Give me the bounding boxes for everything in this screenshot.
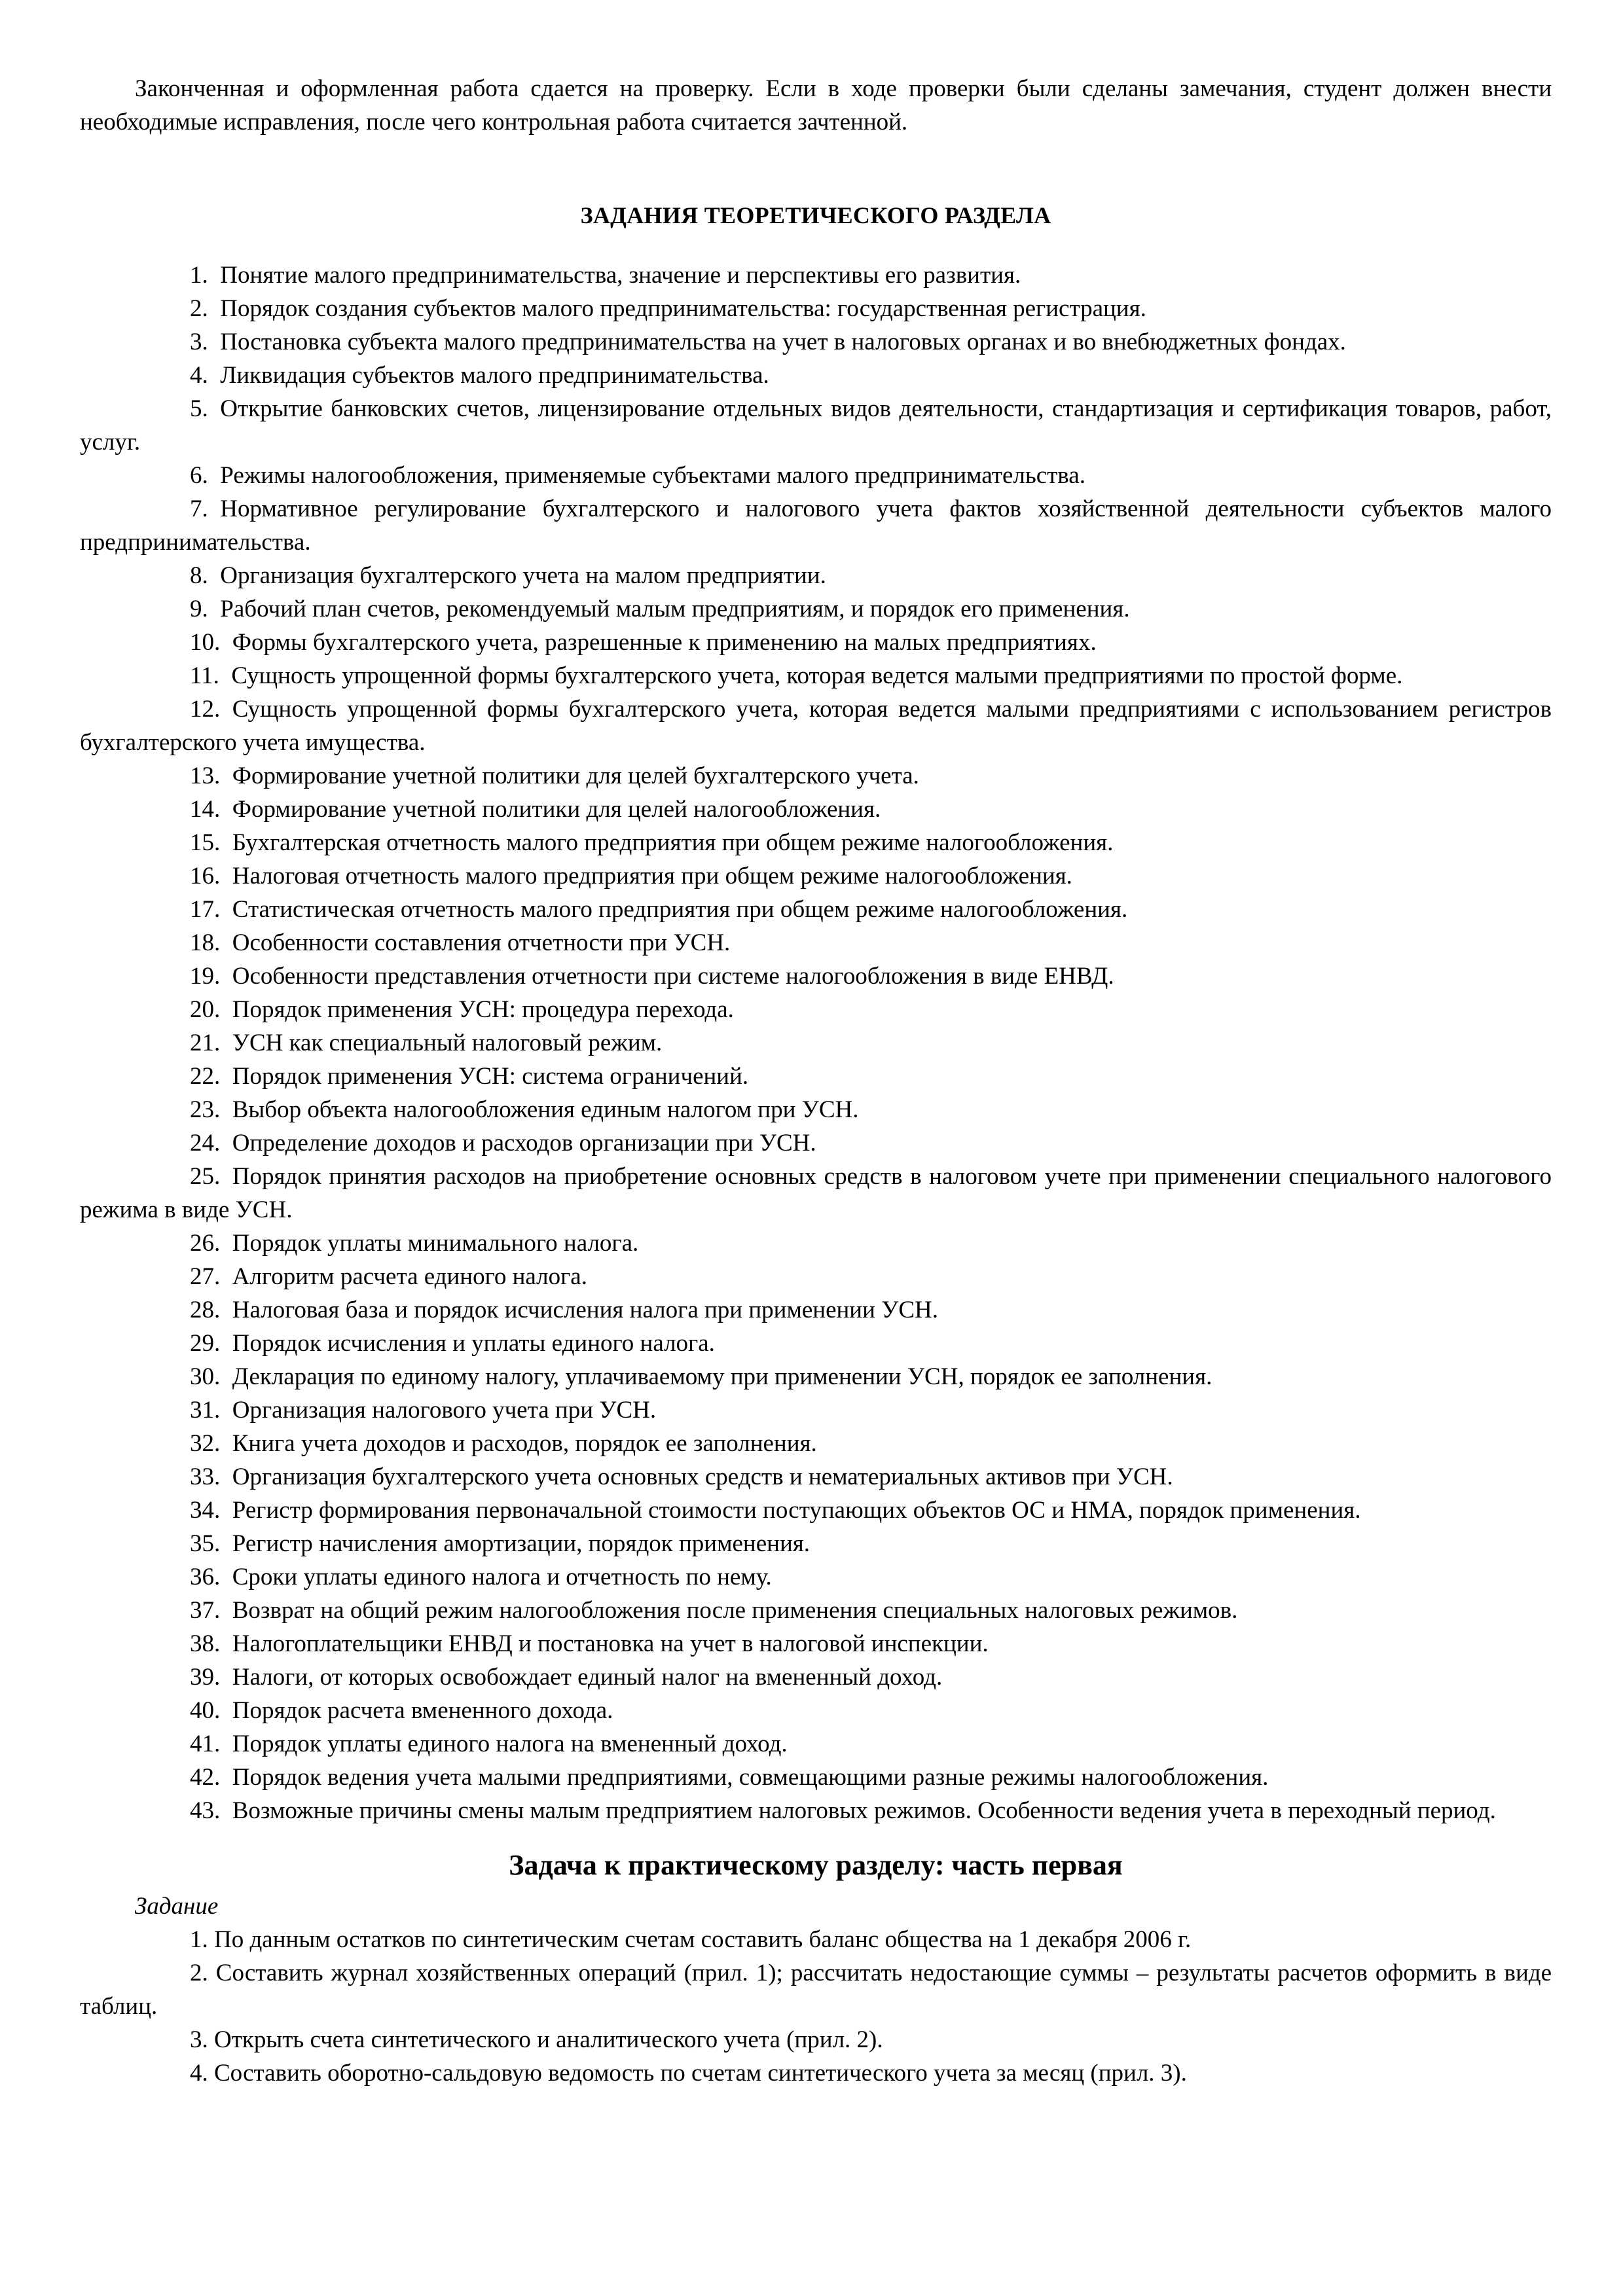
- list-item-number: 26.: [190, 1230, 221, 1257]
- list-item-number: 19.: [190, 963, 221, 990]
- list-item: [80, 1260, 1552, 1293]
- list-item-number: 41.: [190, 1731, 221, 1757]
- list-item: [80, 1694, 1552, 1727]
- list-item-number: 32.: [190, 1430, 221, 1457]
- list-item: [80, 1761, 1552, 1794]
- list-item: [80, 1594, 1552, 1627]
- list-item-number: 8.: [190, 562, 208, 589]
- list-item: [80, 1956, 1552, 2023]
- list-item: [80, 1727, 1552, 1761]
- practice-section-title: Задача к практическому разделу: часть первая: [509, 1849, 1123, 1881]
- list-item-number: 2.: [190, 1960, 208, 1986]
- list-item-text: Составить журнал хозяйственных операций (прил. 1); рассчитать недостающие суммы – результаты расчетов оформить в виде таблиц.: [80, 1960, 1552, 2020]
- list-item-number: 24.: [190, 1130, 221, 1157]
- list-item-number: 22.: [190, 1063, 221, 1090]
- list-item: [80, 392, 1552, 459]
- list-item-number: 13.: [190, 762, 221, 789]
- task-label: Задание: [135, 1893, 219, 1920]
- list-item-text: Составить оборотно-сальдовую ведомость по счетам синтетического учета за месяц (прил. 3).: [214, 2060, 1187, 2087]
- list-item: [80, 1660, 1552, 1694]
- list-item-text: Особенности составления отчетности при УСН.: [232, 929, 731, 956]
- list-item-text: Формы бухгалтерского учета, разрешенные к применению на малых предприятиях.: [232, 629, 1097, 656]
- list-item-number: 9.: [190, 596, 208, 622]
- list-item: [80, 1093, 1552, 1126]
- list-item: [80, 926, 1552, 960]
- list-item-text: Определение доходов и расходов организации при УСН.: [232, 1130, 816, 1157]
- list-item: [80, 626, 1552, 659]
- list-item-text: Декларация по единому налогу, уплачиваемому при применении УСН, порядок ее заполнения.: [232, 1363, 1213, 1390]
- list-item-text: По данным остатков по синтетическим счетам составить баланс общества на 1 декабря 2006 г.: [214, 1926, 1192, 1953]
- list-item-number: 6.: [190, 462, 208, 489]
- list-item-number: 34.: [190, 1497, 221, 1524]
- list-item-text: Налоги, от которых освобождает единый налог на вмененный доход.: [232, 1664, 943, 1691]
- list-item: [80, 259, 1552, 292]
- list-item-number: 20.: [190, 996, 221, 1023]
- list-item-text: Порядок уплаты единого налога на вмененный доход.: [232, 1731, 788, 1757]
- list-item-number: 28.: [190, 1297, 221, 1323]
- list-item: [80, 993, 1552, 1026]
- list-item-text: Порядок применения УСН: система ограничений.: [232, 1063, 749, 1090]
- list-item: [80, 1527, 1552, 1560]
- list-item-text: Выбор объекта налогообложения единым налогом при УСН.: [232, 1096, 859, 1123]
- list-item: [80, 1126, 1552, 1160]
- list-item-text: Порядок создания субъектов малого предпринимательства: государственная регистрация.: [220, 295, 1146, 322]
- list-item-text: Порядок исчисления и уплаты единого налога.: [232, 1330, 715, 1357]
- list-item: [80, 1627, 1552, 1660]
- list-item-text: Бухгалтерская отчетность малого предприятия при общем режиме налогообложения.: [232, 829, 1114, 856]
- list-item-text: Организация бухгалтерского учета основных средств и нематериальных активов при УСН.: [232, 1463, 1173, 1490]
- list-item: [80, 559, 1552, 592]
- list-item-number: 1.: [190, 262, 208, 289]
- list-item-text: Сущность упрощенной формы бухгалтерского учета, которая ведется малыми предприятиями с использованием регистров бухгалтерского учета имущества.: [80, 696, 1552, 756]
- list-item-text: Книга учета доходов и расходов, порядок ее заполнения.: [232, 1430, 817, 1457]
- list-item-number: 33.: [190, 1463, 221, 1490]
- list-item-number: 36.: [190, 1564, 221, 1590]
- list-item-number: 11.: [190, 662, 219, 689]
- list-item-text: Организация налогового учета при УСН.: [232, 1397, 657, 1424]
- list-item-text: Порядок расчета вмененного дохода.: [232, 1697, 613, 1724]
- list-item-text: Рабочий план счетов, рекомендуемый малым предприятиям, и порядок его применения.: [220, 596, 1130, 622]
- list-item-number: 4.: [190, 362, 208, 389]
- list-item: [80, 793, 1552, 826]
- list-item: [80, 960, 1552, 993]
- list-item: [80, 1494, 1552, 1527]
- list-item-number: 21.: [190, 1030, 221, 1056]
- list-item-text: УСН как специальный налоговый режим.: [232, 1030, 663, 1056]
- list-item-text: Порядок уплаты минимального налога.: [232, 1230, 639, 1257]
- list-item: [80, 859, 1552, 893]
- list-item-number: 10.: [190, 629, 221, 656]
- list-item: [80, 1427, 1552, 1460]
- list-item: [80, 893, 1552, 926]
- list-item: [80, 1327, 1552, 1360]
- list-item-text: Ликвидация субъектов малого предпринимательства.: [220, 362, 769, 389]
- list-item-number: 16.: [190, 863, 221, 889]
- list-item-text: Порядок применения УСН: процедура перехода.: [232, 996, 734, 1023]
- list-item-text: Нормативное регулирование бухгалтерского и налогового учета фактов хозяйственной деятельности субъектов малого предпринимательства.: [80, 495, 1552, 556]
- list-item: [80, 659, 1552, 692]
- list-item-number: 40.: [190, 1697, 221, 1724]
- list-item-text: Сущность упрощенной формы бухгалтерского учета, которая ведется малыми предприятиями по простой форме.: [231, 662, 1403, 689]
- list-item-number: 23.: [190, 1096, 221, 1123]
- list-item: [80, 1560, 1552, 1594]
- list-item-text: Регистр формирования первоначальной стоимости поступающих объектов ОС и НМА, порядок применения.: [232, 1497, 1361, 1524]
- list-item-text: Сроки уплаты единого налога и отчетность по нему.: [232, 1564, 772, 1590]
- list-item-text: Регистр начисления амортизации, порядок применения.: [232, 1530, 811, 1557]
- list-item-number: 15.: [190, 829, 221, 856]
- list-item-text: Налоговая база и порядок исчисления налога при применении УСН.: [232, 1297, 939, 1323]
- list-item-text: Налоговая отчетность малого предприятия при общем режиме налогообложения.: [232, 863, 1072, 889]
- list-item-number: 3.: [190, 2026, 208, 2053]
- list-item-number: 12.: [190, 696, 221, 723]
- list-item-text: Возможные причины смены малым предприятием налоговых режимов. Особенности ведения учета в переходный период.: [232, 1797, 1496, 1824]
- list-item: [80, 692, 1552, 759]
- list-item-text: Алгоритм расчета единого налога.: [232, 1263, 587, 1290]
- list-item-text: Понятие малого предпринимательства, значение и перспективы его развития.: [220, 262, 1021, 289]
- list-item-number: 42.: [190, 1764, 221, 1791]
- list-item-text: Формирование учетной политики для целей бухгалтерского учета.: [232, 762, 919, 789]
- list-item: [80, 2023, 1552, 2056]
- list-item-number: 38.: [190, 1630, 221, 1657]
- list-item: [80, 826, 1552, 859]
- list-item-number: 17.: [190, 896, 221, 923]
- list-item: [80, 325, 1552, 359]
- list-item-number: 3.: [190, 329, 208, 355]
- list-item: [80, 592, 1552, 626]
- list-item-number: 27.: [190, 1263, 221, 1290]
- list-item-number: 35.: [190, 1530, 221, 1557]
- list-item: [80, 1393, 1552, 1427]
- task-list: [80, 1923, 1552, 2090]
- list-item-number: 18.: [190, 929, 221, 956]
- list-item: [80, 459, 1552, 492]
- list-item: [80, 1227, 1552, 1260]
- list-item: [80, 1360, 1552, 1393]
- document-page: [80, 72, 1552, 2090]
- list-item-text: Открыть счета синтетического и аналитического учета (прил. 2).: [214, 2026, 883, 2053]
- list-item: [80, 1160, 1552, 1227]
- list-item-text: Порядок ведения учета малыми предприятиями, совмещающими разные режимы налогообложения.: [232, 1764, 1269, 1791]
- list-item-number: 2.: [190, 295, 208, 322]
- theory-list: [80, 259, 1552, 1827]
- list-item: [80, 1026, 1552, 1060]
- list-item-number: 43.: [190, 1797, 221, 1824]
- list-item: [80, 1460, 1552, 1494]
- list-item-number: 7.: [190, 495, 208, 522]
- list-item: [80, 1060, 1552, 1093]
- list-item-text: Постановка субъекта малого предпринимательства на учет в налоговых органах и во внебюджетных фондах.: [220, 329, 1346, 355]
- list-item-text: Статистическая отчетность малого предприятия при общем режиме налогообложения.: [232, 896, 1128, 923]
- list-item: [80, 1923, 1552, 1956]
- list-item-text: Режимы налогообложения, применяемые субъектами малого предпринимательства.: [220, 462, 1085, 489]
- list-item-text: Возврат на общий режим налогообложения после применения специальных налоговых режимов.: [232, 1597, 1238, 1624]
- theory-section-title: ЗАДАНИЯ ТЕОРЕТИЧЕСКОГО РАЗДЕЛА: [580, 202, 1051, 228]
- list-item: [80, 759, 1552, 793]
- list-item-number: 1.: [190, 1926, 208, 1953]
- list-item: [80, 292, 1552, 325]
- list-item: [80, 492, 1552, 559]
- list-item-number: 29.: [190, 1330, 221, 1357]
- intro-paragraph: Законченная и оформленная работа сдается на проверку. Если в ходе проверки были сделаны замечания, студент должен внести необходимые исправления, после чего контрольная работа считается зачтенной.: [80, 75, 1552, 135]
- list-item-number: 30.: [190, 1363, 221, 1390]
- list-item: [80, 2056, 1552, 2090]
- list-item-number: 14.: [190, 796, 221, 823]
- list-item: [80, 1794, 1552, 1827]
- list-item-number: 31.: [190, 1397, 221, 1424]
- list-item-text: Особенности представления отчетности при системе налогообложения в виде ЕНВД.: [232, 963, 1114, 990]
- list-item-number: 4.: [190, 2060, 208, 2087]
- list-item-text: Налогоплательщики ЕНВД и постановка на учет в налоговой инспекции.: [232, 1630, 989, 1657]
- list-item-number: 37.: [190, 1597, 221, 1624]
- list-item-number: 5.: [190, 395, 208, 422]
- list-item-text: Открытие банковских счетов, лицензирование отдельных видов деятельности, стандартизация и сертификация товаров, работ, услуг.: [80, 395, 1552, 456]
- list-item-text: Формирование учетной политики для целей налогообложения.: [232, 796, 881, 823]
- list-item-number: 39.: [190, 1664, 221, 1691]
- list-item: [80, 1293, 1552, 1327]
- list-item-text: Порядок принятия расходов на приобретение основных средств в налоговом учете при применении специального налогового режима в виде УСН.: [80, 1163, 1552, 1223]
- list-item: [80, 359, 1552, 392]
- list-item-number: 25.: [190, 1163, 221, 1190]
- list-item-text: Организация бухгалтерского учета на малом предприятии.: [220, 562, 826, 589]
